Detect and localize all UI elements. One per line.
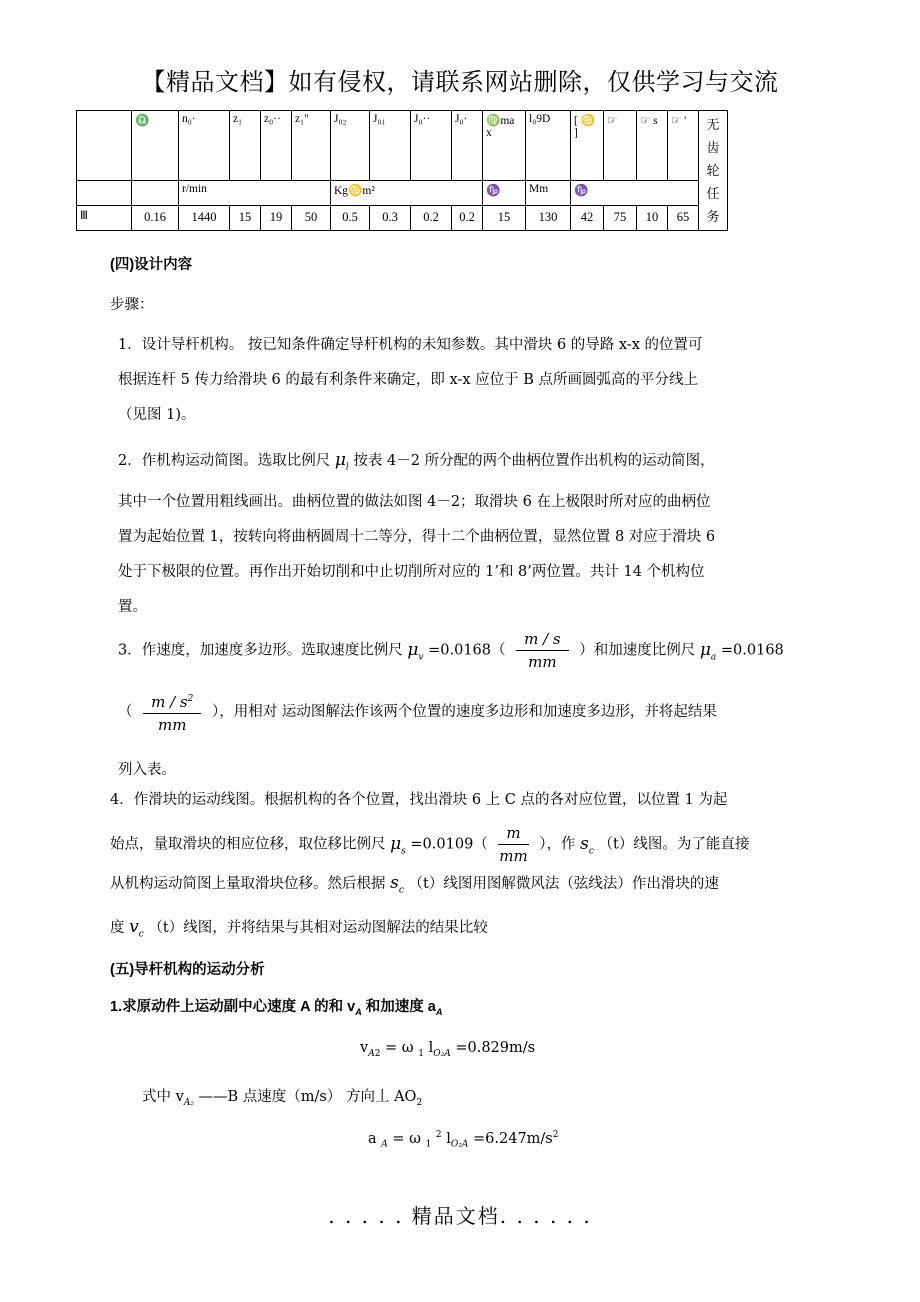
table-cell: ♑ [571, 180, 699, 205]
text-run: 始点，量取滑块的相应位移，取位移比例尺 [110, 836, 386, 853]
equation: a $_A$ = ω $_1$ $^2$ $l_{O_2A} =6.247m/s^2$ [368, 1130, 559, 1150]
paragraph-line: 置。 [118, 599, 147, 615]
paragraph-line [110, 912, 488, 949]
math-symbol: $\mu_a$ [699, 639, 717, 662]
table-cell: J₀·· [411, 111, 452, 181]
table-cell: Kg♋m² [331, 180, 483, 205]
text-run: 度 [110, 920, 125, 936]
paragraph-line: （见图 1)。 [118, 407, 196, 423]
table-cell: z₁ [230, 111, 261, 181]
table-cell: Ⅲ [77, 205, 132, 230]
math-symbol: $v_c$ [129, 917, 144, 940]
table-cell: ☞ ' [668, 111, 699, 181]
math-symbol: $\mu_v$ [407, 639, 424, 662]
table-cell: 130 [526, 205, 571, 230]
text-run: =0.0168 [720, 642, 784, 659]
paragraph-line [118, 445, 715, 482]
paragraph-line: 根据连杆 5 传力给滑块 6 的最有利条件来确定，即 x-x 应位于 B 点所画圆弧高的平分线上 [118, 372, 698, 388]
table-cell: J₀₁ [370, 111, 411, 181]
text-run: ——B 点速度（m/s） 方向丄 AO [198, 1089, 417, 1105]
table-cell: Mm [526, 180, 571, 205]
text-run: （t）线图。为了能直接 [598, 836, 750, 853]
table-cell: 15 [230, 205, 261, 230]
paragraph-line: 式中 $v_{A_2}$ ——B 点速度（m/s） 方向丄 $AO_2$ [142, 1089, 423, 1108]
math-symbol: $\mu_s$ [390, 833, 406, 856]
text-run: ），作 [539, 836, 576, 853]
equation: $v_{A2} = \omega$ $_1$ $l_{O_2A} =0.829m/s$ [360, 1040, 536, 1059]
table-cell [77, 180, 132, 205]
paragraph-line: 其中一个位置用粗线画出。曲柄位置的做法如图 4－2；取滑块 6 在上极限时所对应的曲柄位 [118, 494, 711, 510]
table-cell: 0.5 [331, 205, 370, 230]
fraction: $\frac{m}{mm}$ [499, 824, 528, 865]
table-cell: 10 [637, 205, 668, 230]
table-cell [77, 111, 132, 181]
text-run: 3．作速度，加速度多边形。选取速度比例尺 [118, 642, 403, 659]
table-cell: 0.2 [452, 205, 483, 230]
paragraph-line: 列入表。 [118, 762, 176, 778]
paragraph-line: 置为起始位置 1，按转向将曲柄圆周十二等分，得十二个曲柄位置，显然位置 8 对应于滑块 6 [118, 529, 716, 545]
table-cell: n₀· [179, 111, 230, 181]
table-cell: l₀9D [526, 111, 571, 181]
table-cell: 19 [261, 205, 292, 230]
watermark-banner: 【精品文档】如有侵权，请联系网站删除，仅供学习与交流 [141, 68, 779, 96]
paragraph-line [118, 628, 784, 673]
math-symbol: $s_c$ [390, 873, 404, 896]
parameter-table [76, 110, 728, 231]
section-heading: (四)设计内容 [110, 257, 193, 273]
text-run: 从机构运动简图上量取滑块位移。然后根据 [110, 876, 386, 892]
text-run: （ [118, 704, 133, 720]
table-cell [132, 180, 179, 205]
table-units-row [77, 180, 728, 205]
table-cell: ♎ [132, 111, 179, 181]
paragraph-line [118, 688, 717, 736]
fraction: $\frac{m / s}{mm}$ [516, 628, 569, 673]
math-symbol: $\mu_l$ [334, 450, 349, 473]
section-heading: (五)导杆机构的运动分析 [110, 962, 265, 978]
table-cell: z₁" [292, 111, 331, 181]
text-run: 2．作机构运动简图。选取比例尺 [118, 453, 331, 469]
text-run: 按表 4－2 所分配的两个曲柄位置作出机构的运动简图， [353, 453, 715, 469]
paragraph-line [110, 822, 749, 867]
table-cell: 0.3 [370, 205, 411, 230]
table-cell: 1440 [179, 205, 230, 230]
table-cell: ☞ s [637, 111, 668, 181]
math-symbol: $s_c$ [580, 833, 594, 856]
fraction: $\frac{m / s^2}{mm}$ [143, 688, 201, 736]
table-cell: 42 [571, 205, 604, 230]
table-cell: [ ♋ ] [571, 111, 604, 181]
text-run: 1.求原动件上运动副中心速度 A 的和 v [110, 999, 356, 1015]
text-run: 式中 v [142, 1089, 184, 1105]
table-cell: z₀·· [261, 111, 292, 181]
table-cell: ♍ma x [483, 111, 526, 181]
paragraph-line: 处于下极限的位置。再作出开始切削和中止切削所对应的 1’和 8’两位置。共计 14 个机构位 [118, 564, 705, 580]
table-header-row [77, 111, 728, 181]
text-run: （t）线图，并将结果与其相对运动图解法的结果比较 [148, 920, 488, 936]
equation-result: =6.247m/s [473, 1130, 553, 1147]
subheading: 1.求原动件上运动副中心速度 A 的和 $v_A$ 和加速度 $a_A$ [110, 999, 443, 1017]
steps-label: 步骤： [110, 297, 154, 313]
equation-result: =0.829m/s [455, 1040, 536, 1056]
text-run: 和加速度 a [365, 999, 436, 1015]
table-cell: 50 [292, 205, 331, 230]
table-cell: 0.16 [132, 205, 179, 230]
table-cell: ♑ [483, 180, 526, 205]
paragraph-line: 1．设计导杆机构。 按已知条件确定导杆机构的未知参数。其中滑块 6 的导路 x-x 的位置可 [118, 337, 703, 353]
table-cell: J₀₂ [331, 111, 370, 181]
table-row [77, 205, 728, 230]
watermark-footer: . . . . . 精品文档. . . . . . [328, 1204, 592, 1228]
table-cell: r/min [179, 180, 331, 205]
text-run: =0.0168（ [428, 642, 506, 659]
text-run: =0.0109（ [410, 836, 488, 853]
paragraph-line [110, 868, 719, 905]
table-cell: J₀· [452, 111, 483, 181]
paragraph-line: 4．作滑块的运动线图。根据机构的各个位置，找出滑块 6 上 C 点的各对应位置，以位置 1 为起 [110, 792, 728, 808]
table-side-note: 无齿轮任务 [699, 111, 728, 231]
text-run: （t）线图用图解微风法（弦线法）作出滑块的速 [408, 876, 719, 892]
table-cell: ☞ [604, 111, 637, 181]
text-run: ），用相对 运动图解法作该两个位置的速度多边形和加速度多边形，并将起结果 [211, 704, 717, 720]
table-cell: 0.2 [411, 205, 452, 230]
table-cell: 65 [668, 205, 699, 230]
table-cell: 75 [604, 205, 637, 230]
table-cell: 15 [483, 205, 526, 230]
text-run: ）和加速度比例尺 [579, 642, 696, 659]
